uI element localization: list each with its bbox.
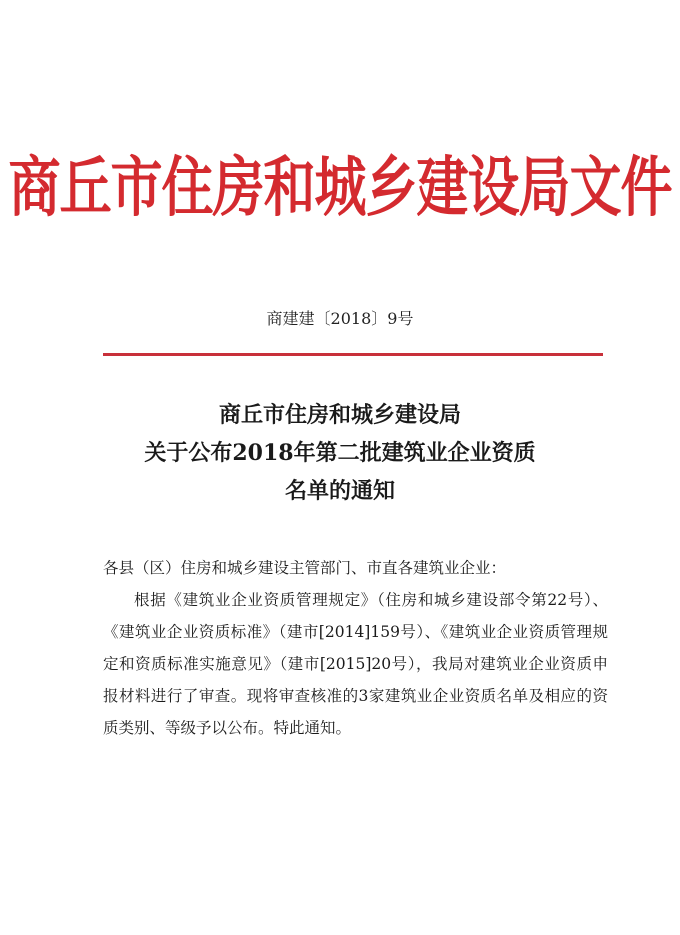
document-number: 商建建〔2018〕9号 xyxy=(266,309,414,328)
notice-title xyxy=(0,396,680,510)
title-line-2: 关于公布2018年第二批建筑业企业资质 xyxy=(144,440,536,466)
title-line-1: 商丘市住房和城乡建设局 xyxy=(218,402,461,428)
notice-body xyxy=(103,552,608,744)
body-paragraph: 根据《建筑业企业资质管理规定》（住房和城乡建设部令第22号）、《建筑业企业资质标准》（建市[2014]159号）、《建筑业企业资质管理规定和资质标准实施意见》（建市[2015]20号），我局对建筑业企业资质申报材料进行了审查。现将审查核准的3家建筑业企业资质名单及相应的资质类别、等级予以公布。特此通知。 xyxy=(103,591,608,737)
masthead-title: 商丘市住房和城乡建设局文件 xyxy=(8,149,672,226)
title-line-3: 名单的通知 xyxy=(284,478,395,504)
red-divider-rule xyxy=(103,353,603,356)
salutation: 各县（区）住房和城乡建设主管部门、市直各建筑业企业： xyxy=(103,559,507,577)
